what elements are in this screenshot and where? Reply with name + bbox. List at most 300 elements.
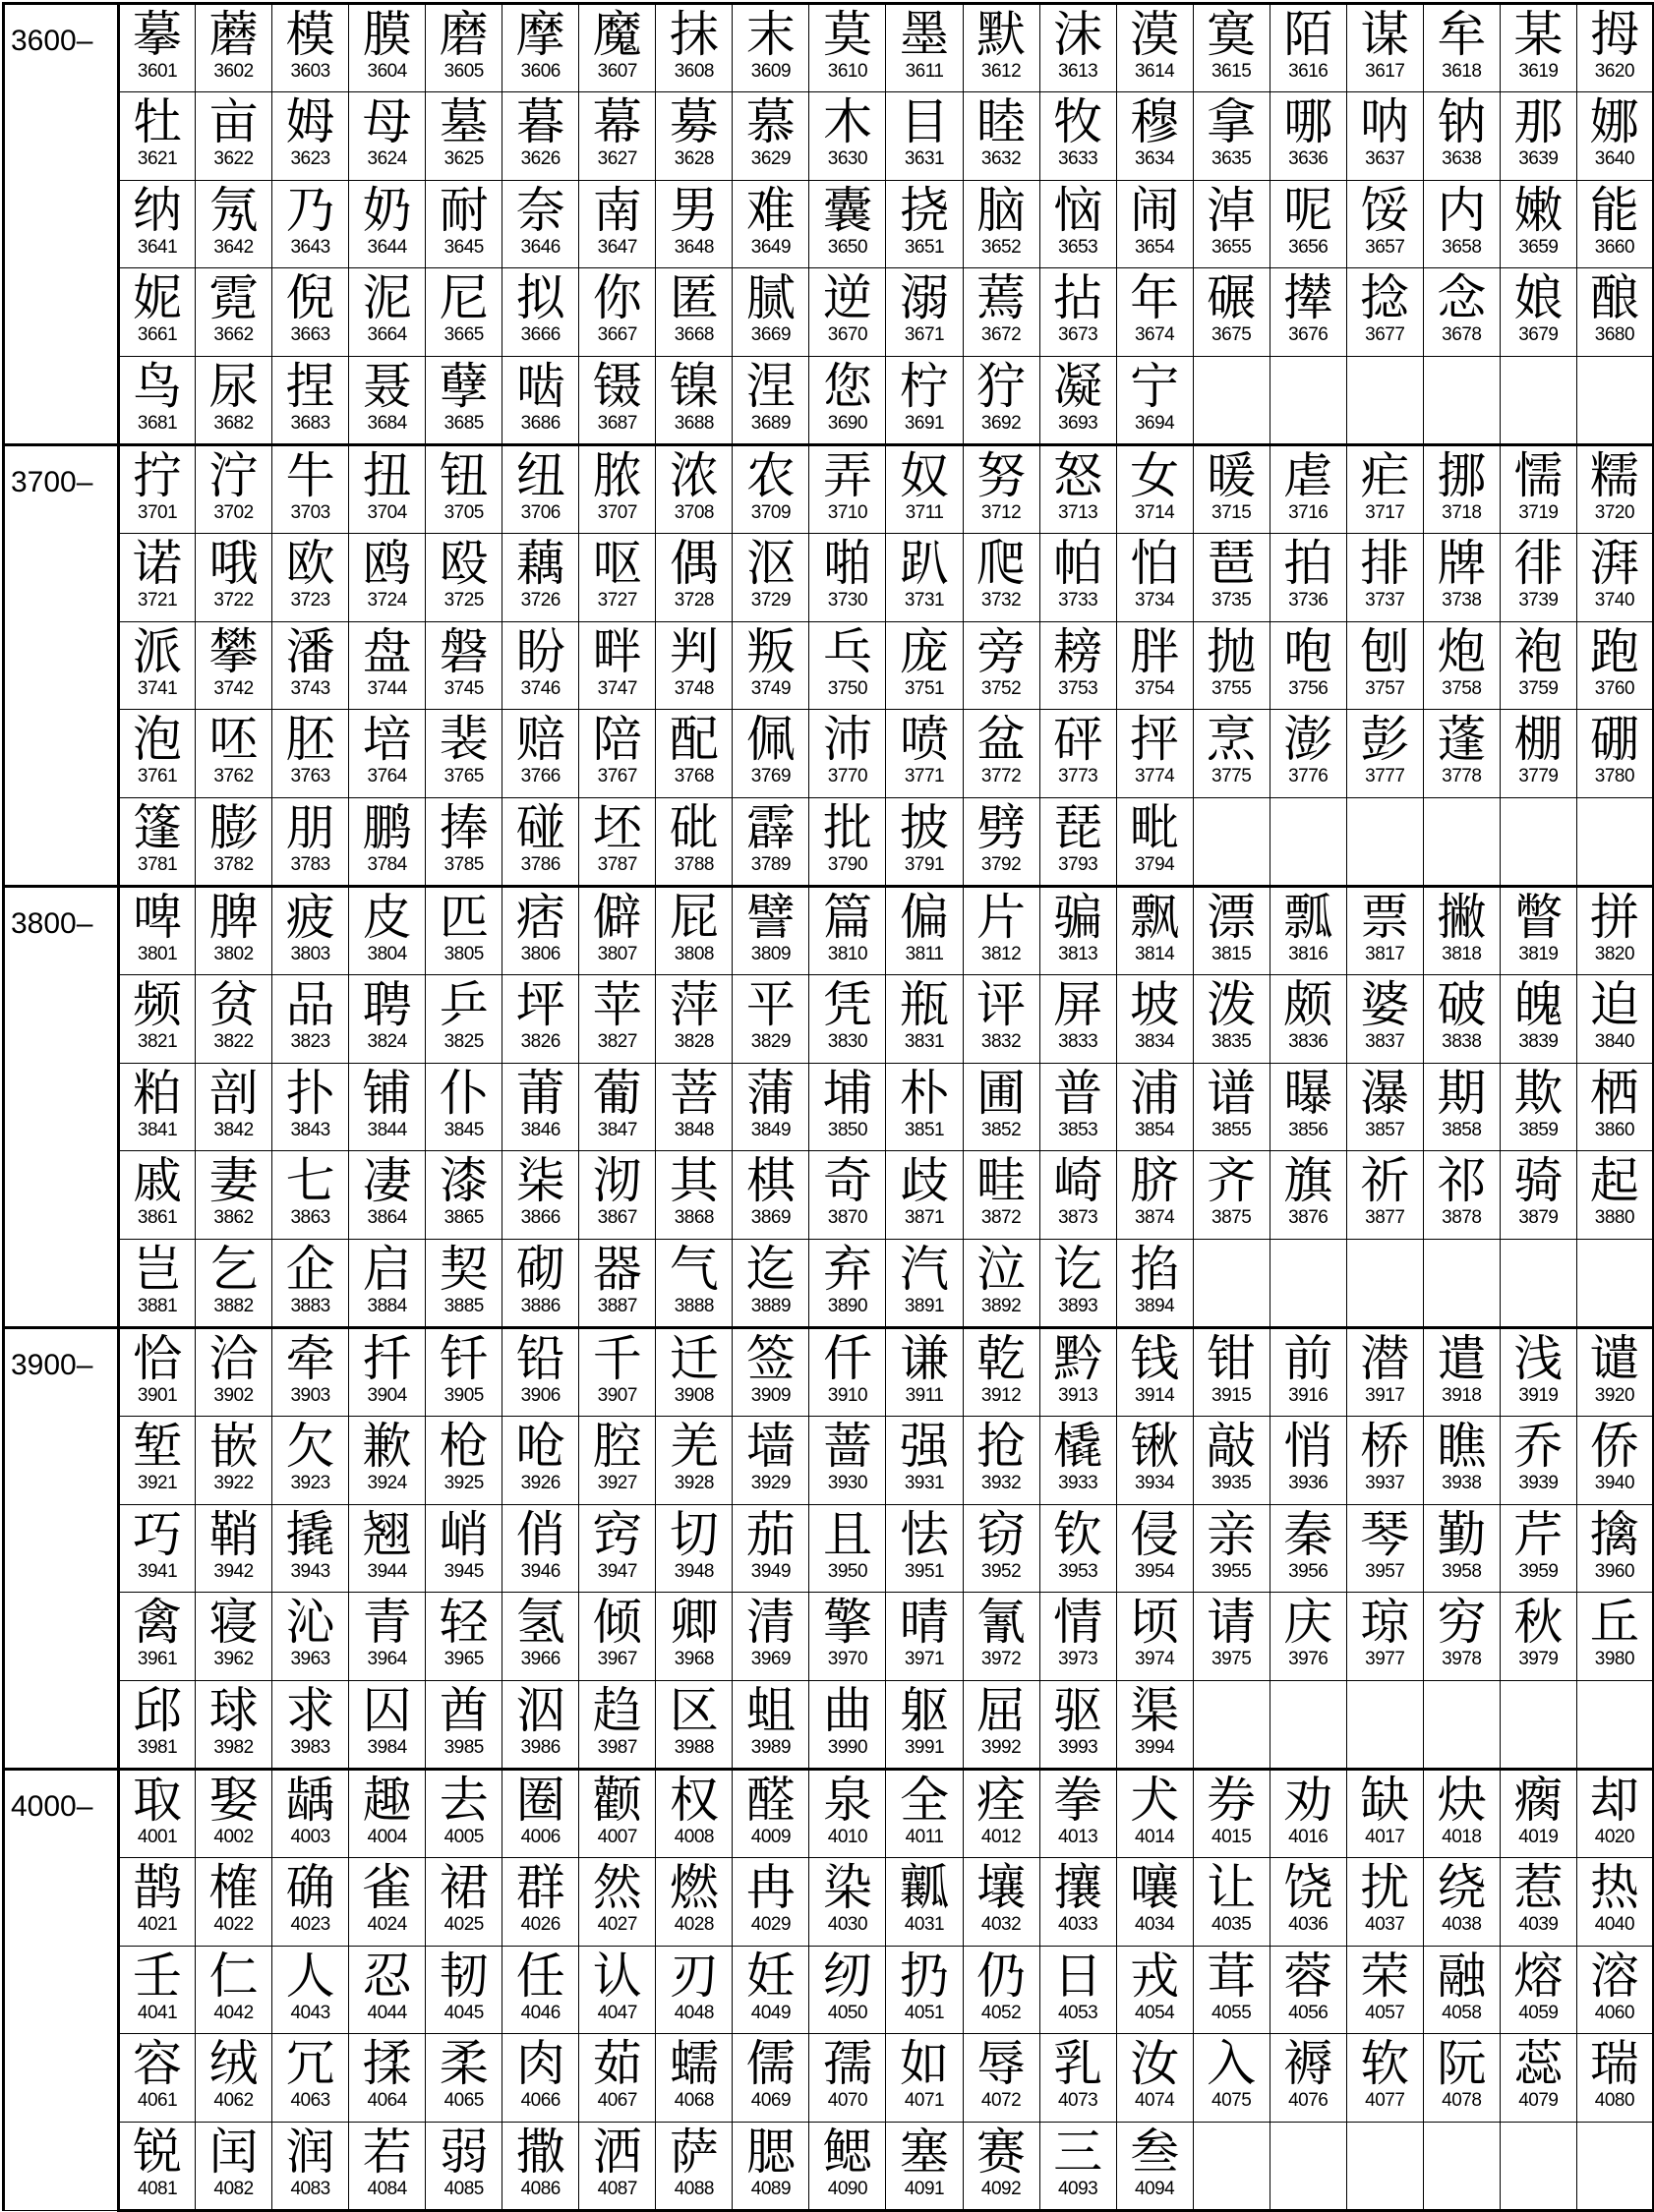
character: 汝 <box>1130 2035 1180 2093</box>
code-number: 3708 <box>674 501 714 523</box>
code-number: 3761 <box>137 766 178 787</box>
char-cell <box>1116 1857 1193 1946</box>
code-number: 3608 <box>674 61 714 82</box>
code-number: 3804 <box>367 943 407 964</box>
char-cell <box>809 357 886 445</box>
character: 扦 <box>362 1329 412 1387</box>
char-cell <box>809 1416 886 1504</box>
code-number: 3935 <box>1211 1472 1252 1493</box>
character: 攀 <box>208 622 259 680</box>
code-number: 3623 <box>290 147 330 169</box>
char-cell <box>1423 4 1500 92</box>
code-number: 3651 <box>904 236 945 258</box>
char-cell <box>1039 1327 1116 1416</box>
code-number: 3844 <box>367 1119 407 1140</box>
code-number: 3864 <box>367 1207 407 1229</box>
char-cell <box>1423 1151 1500 1240</box>
code-number: 3915 <box>1211 1384 1252 1406</box>
char-cell <box>1423 268 1500 357</box>
character: 品 <box>285 975 335 1033</box>
code-number: 3703 <box>290 501 330 523</box>
character: 券 <box>1207 1771 1257 1829</box>
char-cell <box>349 1681 426 1770</box>
code-number: 3752 <box>980 677 1022 699</box>
char-cell <box>1346 1593 1423 1681</box>
char-cell <box>733 1946 809 2034</box>
character: 怯 <box>899 1505 949 1563</box>
character: 妻 <box>208 1152 259 1210</box>
character: 疲 <box>285 888 335 946</box>
char-cell <box>1423 1327 1500 1416</box>
code-number: 3706 <box>520 501 561 523</box>
code-number: 3842 <box>213 1119 254 1140</box>
char-cell <box>1576 268 1653 357</box>
char-cell <box>119 4 196 92</box>
code-number: 3657 <box>1365 236 1405 258</box>
code-number: 4039 <box>1518 1913 1559 1935</box>
character: 纫 <box>822 1947 872 2005</box>
char-cell <box>963 268 1039 357</box>
char-cell <box>1039 180 1116 268</box>
code-number: 3749 <box>750 677 792 699</box>
code-number: 3939 <box>1518 1472 1559 1493</box>
character: 弱 <box>439 2124 489 2182</box>
character: 曝 <box>1283 1064 1333 1122</box>
code-number: 4081 <box>137 2179 178 2200</box>
code-number: 4054 <box>1134 2002 1175 2023</box>
character: 酋 <box>439 1682 489 1740</box>
character: 苹 <box>592 975 642 1033</box>
char-cell <box>426 1063 502 1151</box>
character: 启 <box>362 1241 412 1299</box>
code-number: 3680 <box>1594 324 1635 346</box>
code-number: 3928 <box>674 1472 714 1493</box>
char-cell <box>579 1769 656 1857</box>
character: 燃 <box>669 1858 719 1916</box>
code-number: 4075 <box>1211 2090 1252 2112</box>
character: 莫 <box>822 6 872 63</box>
char-cell <box>733 1504 809 1593</box>
code-number: 4042 <box>213 2002 254 2023</box>
char-cell <box>196 357 272 445</box>
code-number: 3678 <box>1442 324 1482 346</box>
char-cell <box>1500 1946 1576 2034</box>
code-number: 4082 <box>213 2179 254 2200</box>
code-number: 3861 <box>137 1207 178 1229</box>
code-number: 4071 <box>904 2090 945 2112</box>
code-number: 3727 <box>597 589 637 611</box>
character: 凭 <box>822 975 872 1033</box>
char-cell <box>349 1593 426 1681</box>
char-cell <box>733 1681 809 1770</box>
char-cell <box>119 621 196 710</box>
char-cell <box>349 1769 426 1857</box>
character: 碰 <box>515 799 565 857</box>
character: 谦 <box>899 1329 949 1387</box>
char-cell <box>272 1063 349 1151</box>
character: 爬 <box>976 534 1027 592</box>
char-cell <box>502 4 579 92</box>
character: 溺 <box>899 269 949 327</box>
character: 契 <box>439 1241 489 1299</box>
code-number: 3773 <box>1057 766 1098 787</box>
char-cell <box>809 444 886 533</box>
code-number: 3862 <box>213 1207 254 1229</box>
character: 雀 <box>362 1858 412 1916</box>
code-number: 3878 <box>1442 1207 1482 1229</box>
code-number: 3863 <box>290 1207 330 1229</box>
code-number: 3652 <box>980 236 1022 258</box>
char-cell <box>886 710 963 798</box>
code-number: 3919 <box>1518 1384 1559 1406</box>
table-row <box>4 1769 1654 1857</box>
character: 奴 <box>899 446 949 504</box>
character: 牟 <box>1437 6 1487 63</box>
char-cell <box>886 1151 963 1240</box>
character: 凄 <box>362 1152 412 1210</box>
char-cell <box>1423 533 1500 621</box>
char-cell <box>1500 1593 1576 1681</box>
character: 萍 <box>669 975 719 1033</box>
code-number: 3884 <box>367 1296 407 1317</box>
char-cell <box>1576 2123 1653 2211</box>
char-cell <box>502 1593 579 1681</box>
code-number: 3645 <box>443 236 484 258</box>
code-number: 4036 <box>1288 1913 1329 1935</box>
code-number: 4084 <box>367 2179 407 2200</box>
code-number: 3716 <box>1288 501 1329 523</box>
char-cell <box>733 2123 809 2211</box>
char-cell <box>272 1857 349 1946</box>
code-number: 4093 <box>1057 2179 1098 2200</box>
character: 偏 <box>899 888 949 946</box>
character: 墓 <box>439 92 489 150</box>
character: 挪 <box>1437 446 1487 504</box>
character: 融 <box>1437 1947 1487 2005</box>
character: 巧 <box>133 1505 183 1563</box>
character: 扑 <box>285 1064 335 1122</box>
character: 旗 <box>1283 1152 1333 1210</box>
code-number: 3950 <box>827 1560 868 1582</box>
char-cell <box>1423 444 1500 533</box>
character: 脓 <box>592 446 642 504</box>
code-number: 3821 <box>137 1030 178 1052</box>
code-number: 3857 <box>1365 1119 1405 1140</box>
char-cell <box>1270 1504 1346 1593</box>
char-cell <box>119 533 196 621</box>
char-cell <box>1423 710 1500 798</box>
character: 氢 <box>515 1594 565 1652</box>
code-number: 3966 <box>520 1649 561 1670</box>
code-number: 4005 <box>443 1826 484 1847</box>
char-cell <box>809 533 886 621</box>
char-cell <box>1039 974 1116 1063</box>
section-label: 3700– <box>4 444 119 886</box>
code-number: 3820 <box>1594 943 1635 964</box>
character: 区 <box>669 1682 719 1740</box>
char-cell <box>1193 974 1270 1063</box>
char-cell <box>1116 1504 1193 1593</box>
code-number: 3948 <box>674 1560 714 1582</box>
code-number: 3701 <box>137 501 178 523</box>
code-number: 3873 <box>1057 1207 1098 1229</box>
code-number: 3954 <box>1134 1560 1175 1582</box>
character: 恼 <box>1053 181 1103 239</box>
character: 片 <box>976 888 1027 946</box>
code-number: 3931 <box>904 1472 945 1493</box>
code-number: 3754 <box>1134 677 1175 699</box>
code-number: 3721 <box>137 589 178 611</box>
char-cell <box>1116 4 1193 92</box>
code-number: 3785 <box>443 854 484 876</box>
char-cell <box>502 2123 579 2211</box>
character: 弄 <box>822 446 872 504</box>
code-number: 3629 <box>750 147 792 169</box>
character: 怒 <box>1053 446 1103 504</box>
code-number: 3801 <box>137 943 178 964</box>
character: 趋 <box>592 1682 642 1740</box>
char-cell <box>196 1416 272 1504</box>
code-number: 3975 <box>1211 1649 1252 1670</box>
character: 悄 <box>1283 1417 1333 1475</box>
char-cell <box>196 1681 272 1770</box>
character: 取 <box>133 1771 183 1829</box>
char-cell <box>579 357 656 445</box>
code-number: 3753 <box>1057 677 1098 699</box>
char-cell <box>1500 1416 1576 1504</box>
char-cell <box>349 1857 426 1946</box>
char-cell <box>349 886 426 974</box>
code-number: 3854 <box>1134 1119 1175 1140</box>
char-cell <box>963 4 1039 92</box>
code-number: 3654 <box>1134 236 1175 258</box>
char-cell <box>1193 444 1270 533</box>
char-cell <box>349 798 426 887</box>
char-cell <box>272 444 349 533</box>
character: 抹 <box>669 6 719 63</box>
character: 潘 <box>285 622 335 680</box>
character: 裙 <box>439 1858 489 1916</box>
char-cell <box>809 180 886 268</box>
code-number: 3885 <box>443 1296 484 1317</box>
char-cell <box>579 621 656 710</box>
character: 瓢 <box>1283 888 1333 946</box>
code-number: 3868 <box>674 1207 714 1229</box>
character: 桥 <box>1360 1417 1410 1475</box>
char-cell <box>349 1240 426 1328</box>
character: 劈 <box>976 799 1027 857</box>
code-number: 4018 <box>1442 1826 1482 1847</box>
code-number: 3932 <box>980 1472 1022 1493</box>
character: 袍 <box>1513 622 1564 680</box>
character: 忍 <box>362 1947 412 2005</box>
character: 讫 <box>1053 1241 1103 1299</box>
section-label: 3900– <box>4 1327 119 1769</box>
code-number: 3872 <box>980 1207 1022 1229</box>
char-cell <box>809 1063 886 1151</box>
code-number: 3978 <box>1442 1649 1482 1670</box>
code-number: 3917 <box>1365 1384 1405 1406</box>
character: 娶 <box>208 1771 259 1829</box>
character: 呕 <box>592 534 642 592</box>
code-number: 3665 <box>443 324 484 346</box>
character: 拿 <box>1207 92 1257 150</box>
code-number: 3627 <box>597 147 637 169</box>
character: 哦 <box>208 534 259 592</box>
character: 若 <box>362 2124 412 2182</box>
char-cell <box>1193 1151 1270 1240</box>
code-number: 3622 <box>213 147 254 169</box>
char-cell <box>272 91 349 180</box>
character: 嚷 <box>1130 1858 1180 1916</box>
char-cell <box>1346 357 1423 445</box>
code-number: 3685 <box>443 413 484 435</box>
code-number: 3726 <box>520 589 561 611</box>
code-number: 3656 <box>1288 236 1329 258</box>
char-cell <box>1116 710 1193 798</box>
char-cell <box>1346 1416 1423 1504</box>
character: 戎 <box>1130 1947 1180 2005</box>
code-number: 3687 <box>597 413 637 435</box>
char-cell <box>886 1504 963 1593</box>
character: 批 <box>822 799 872 857</box>
character: 妊 <box>745 1947 796 2005</box>
code-number: 3930 <box>827 1472 868 1493</box>
character: 票 <box>1360 888 1410 946</box>
code-number: 4043 <box>290 2002 330 2023</box>
code-number: 3613 <box>1057 61 1098 82</box>
char-cell <box>272 2034 349 2123</box>
char-cell <box>733 1857 809 1946</box>
code-number: 4092 <box>980 2179 1022 2200</box>
char-cell <box>656 533 733 621</box>
code-number: 4032 <box>980 1913 1022 1935</box>
character: 瞥 <box>1513 888 1564 946</box>
char-cell <box>272 1327 349 1416</box>
char-cell <box>1270 1151 1346 1240</box>
character: 坡 <box>1130 975 1180 1033</box>
char-cell <box>1270 2123 1346 2211</box>
code-number: 3730 <box>827 589 868 611</box>
code-number: 3760 <box>1594 677 1635 699</box>
section-label: 3600– <box>4 4 119 445</box>
character: 末 <box>745 6 796 63</box>
char-cell <box>196 268 272 357</box>
code-number: 3719 <box>1518 501 1559 523</box>
code-number: 3682 <box>213 413 254 435</box>
character: 慕 <box>745 92 796 150</box>
code-number: 3635 <box>1211 147 1252 169</box>
code-number: 3617 <box>1365 61 1405 82</box>
char-cell <box>1576 1769 1653 1857</box>
char-cell <box>1193 1769 1270 1857</box>
table-row <box>4 621 1654 710</box>
code-number: 3762 <box>213 766 254 787</box>
code-number: 3793 <box>1057 854 1098 876</box>
character: 鹊 <box>133 1858 183 1916</box>
character: 蔫 <box>976 269 1027 327</box>
character: 裴 <box>439 711 489 769</box>
character: 洒 <box>592 2124 642 2182</box>
char-cell <box>579 1593 656 1681</box>
char-cell <box>579 1681 656 1770</box>
char-cell <box>886 886 963 974</box>
character: 棋 <box>745 1152 796 1210</box>
char-cell <box>1193 357 1270 445</box>
char-cell <box>119 2034 196 2123</box>
character: 哪 <box>1283 92 1333 150</box>
char-cell <box>1193 2034 1270 2123</box>
char-cell <box>349 1327 426 1416</box>
char-cell <box>1270 180 1346 268</box>
code-number: 3650 <box>827 236 868 258</box>
character: 砰 <box>1053 711 1103 769</box>
character: 芹 <box>1513 1505 1564 1563</box>
character: 峭 <box>439 1505 489 1563</box>
character: 龋 <box>285 1771 335 1829</box>
character: 亲 <box>1207 1505 1257 1563</box>
code-number: 3960 <box>1594 1560 1635 1582</box>
table-row <box>4 710 1654 798</box>
character: 谴 <box>1589 1329 1639 1387</box>
code-number: 3814 <box>1134 943 1175 964</box>
code-number: 3774 <box>1134 766 1175 787</box>
character: 蕊 <box>1513 2035 1564 2093</box>
char-cell <box>119 1769 196 1857</box>
code-number: 4047 <box>597 2002 637 2023</box>
code-number: 3904 <box>367 1384 407 1406</box>
character: 盘 <box>362 622 412 680</box>
code-number: 3893 <box>1057 1296 1098 1317</box>
char-cell <box>656 974 733 1063</box>
code-number: 3846 <box>520 1119 561 1140</box>
char-cell <box>1346 1681 1423 1770</box>
char-cell <box>809 1151 886 1240</box>
char-cell <box>809 1857 886 1946</box>
char-cell <box>349 2034 426 2123</box>
character: 凝 <box>1053 358 1103 416</box>
code-number: 3946 <box>520 1560 561 1582</box>
character: 扰 <box>1360 1858 1410 1916</box>
char-cell <box>733 91 809 180</box>
character: 权 <box>669 1771 719 1829</box>
code-number: 3833 <box>1057 1030 1098 1052</box>
character: 人 <box>285 1947 335 2005</box>
character: 莆 <box>515 1064 565 1122</box>
character: 潜 <box>1360 1329 1410 1387</box>
code-number: 3927 <box>597 1472 637 1493</box>
code-number: 3779 <box>1518 766 1559 787</box>
character: 企 <box>285 1241 335 1299</box>
code-number: 3702 <box>213 501 254 523</box>
char-cell <box>1500 1240 1576 1328</box>
code-number: 3781 <box>137 854 178 876</box>
character: 抛 <box>1207 622 1257 680</box>
code-number: 4030 <box>827 1913 868 1935</box>
character: 蛆 <box>745 1682 796 1740</box>
character: 器 <box>592 1241 642 1299</box>
char-cell <box>579 1327 656 1416</box>
char-cell <box>1193 798 1270 887</box>
character: 破 <box>1437 975 1487 1033</box>
character: 屁 <box>669 888 719 946</box>
character: 飘 <box>1130 888 1180 946</box>
char-cell <box>809 974 886 1063</box>
code-number: 3672 <box>980 324 1022 346</box>
char-cell <box>426 1946 502 2034</box>
char-cell <box>196 1593 272 1681</box>
character: 痞 <box>515 888 565 946</box>
